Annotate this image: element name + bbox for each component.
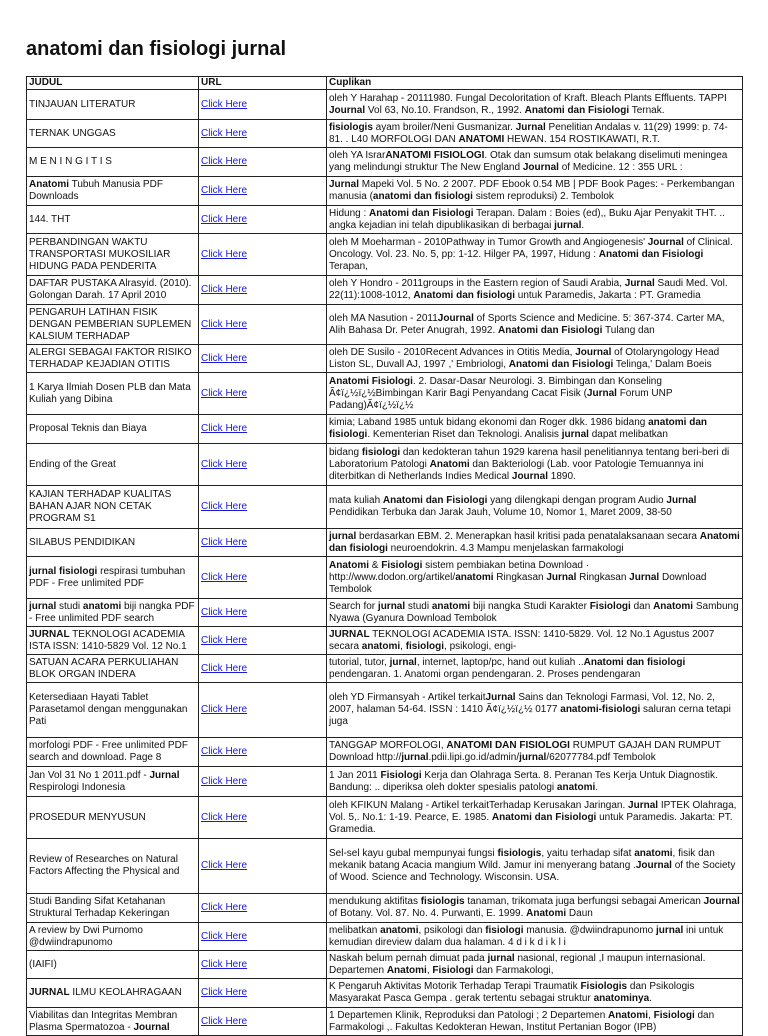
row-snippet: oleh MA Nasution - 2011Journal of Sports Science and Medicine. 5: 367-374. Carter MA, Alih Bahasa Dr. Peter Anugrah, 1992. Anatomi dan Fisiologi Tulang dan [327,305,743,345]
row-snippet: melibatkan anatomi, psikologi dan fisiologi manusia. @dwiindrapunomo jurnal ini untuk kemudian direview dalam dua halaman. 4 d i k d i k l i [327,923,743,951]
click-here-link[interactable]: Click Here [201,704,248,715]
table-row [27,1008,743,1036]
row-url-cell [199,345,327,373]
row-url-cell [199,486,327,529]
row-title: Proposal Teknis dan Biaya [27,415,199,444]
row-url-cell [199,839,327,894]
click-here-link[interactable]: Click Here [201,458,248,470]
row-title: KAJIAN TERHADAP KUALITAS BAHAN AJAR NON CETAK PROGRAM S1 [27,486,199,529]
row-snippet: JURNAL TEKNOLOGI ACADEMIA ISTA. ISSN: 1410-5829. Vol. 12 No.1 Agustus 2007 secara anatomi, fisiologi, psikologi, engi- [327,627,743,655]
row-snippet: mata kuliah Anatomi dan Fisiologi yang dilengkapi dengan program Audio Jurnal Pendidikan Terbuka dan Jarak Jauh, Volume 10, Nomor 1, Maret 2009, 38-50 [327,486,743,529]
row-url-cell [199,305,327,345]
row-url-cell [199,415,327,444]
row-snippet: bidang fisiologi dan kedokteran tahun 1929 karena hasil penelitiannya tentang beri-beri di Laboratorium Patologi Anatomi dan Bakteriologi (Lab. voor Patologie Temuannya ini diterbitkan di Netherlands Indies Medical Journal 1890. [327,444,743,486]
table-row [27,599,743,627]
table-row [27,177,743,206]
table-row [27,148,743,177]
row-url-cell [199,979,327,1008]
row-url-cell [199,1008,327,1036]
row-url-cell [199,148,327,177]
row-url-cell [199,177,327,206]
row-title: TERNAK UNGGAS [27,120,199,148]
table-row [27,627,743,655]
row-title: Ketersediaan Hayati Tablet Parasetamol dengan menggunakan Pati [27,683,199,738]
click-here-link[interactable]: Click Here [201,1015,248,1027]
table-row [27,234,743,276]
row-title: 1 Karya Ilmiah Dosen PLB dan Mata Kuliah yang Dibina [27,373,199,415]
row-url-cell [199,738,327,767]
table-row [27,979,743,1008]
row-title: DAFTAR PUSTAKA Alrasyid. (2010). Golongan Darah. 17 April 2010 [27,276,199,305]
click-here-link[interactable]: Click Here [201,387,248,399]
row-url-cell [199,444,327,486]
row-title: (IAIFI) [27,951,199,979]
row-snippet: Naskah belum pernah dimuat pada jurnal nasional, regional ,I maupun internasional. Departemen Anatomi, Fisiologi dan Farmakologi, [327,951,743,979]
click-here-link[interactable]: Click Here [201,811,248,823]
row-title: morfologi PDF - Free unlimited PDF search and download. Page 8 [27,738,199,767]
row-url-cell [199,276,327,305]
page-title: anatomi dan fisiologi jurnal [26,38,287,60]
row-snippet: oleh Y Harahap - 20111980. Fungal Decoloritation of Kraft. Bleach Plants Effluents. TAPPI Journal Vol 63, No.10. Frandson, R., 1992. Anatomi dan Fisiologi Ternak. [327,90,743,120]
row-url-cell [199,557,327,599]
row-snippet: Anatomi Fisiologi. 2. Dasar-Dasar Neurologi. 3. Bimbingan dan Konseling Ã¢ï¿½ï¿½Bimbingan Karir Bagi Penyandang Cacat Fisik (Jurnal Forum UNP Padang)Ã¢ï¿½ï¿½ [327,373,743,415]
row-title: SATUAN ACARA PERKULIAHAN BLOK ORGAN INDERA [27,655,199,683]
click-here-link[interactable]: Click Here [201,860,248,871]
journal-table [26,76,743,1036]
row-title: PROSEDUR MENYUSUN [27,797,199,839]
row-title: Review of Researches on Natural Factors Affecting the Physical and [27,839,199,894]
click-here-link[interactable]: Click Here [201,902,248,913]
row-snippet: Jurnal Mapeki Vol. 5 No. 2 2007. PDF Ebook 0.54 MB | PDF Book Pages: - Perkembangan manusia (anatomi dan fisiologi sistem reproduksi) 2. Tembolok [327,177,743,206]
click-here-link[interactable]: Click Here [201,423,248,434]
row-url-cell [199,951,327,979]
row-title: PENGARUH LATIHAN FISIK DENGAN PEMBERIAN SUPLEMEN KALSIUM TERHADAP [27,305,199,345]
table-row [27,839,743,894]
table-row [27,529,743,557]
click-here-link[interactable]: Click Here [201,248,248,260]
click-here-link[interactable]: Click Here [201,536,248,548]
row-url-cell [199,655,327,683]
click-here-link[interactable]: Click Here [201,501,248,512]
click-here-link[interactable]: Click Here [201,634,248,646]
row-snippet: Anatomi & Fisiologi sistem pembiakan betina Download · http://www.dodon.org/artikel/anatomi Ringkasan Jurnal Ringkasan Jurnal Download Tembolok [327,557,743,599]
row-title: jurnal studi anatomi biji nangka PDF - Free unlimited PDF search [27,599,199,627]
click-here-link[interactable]: Click Here [201,185,248,196]
click-here-link[interactable]: Click Here [201,318,248,330]
row-title: ALERGI SEBAGAI FAKTOR RISIKO TERHADAP KEJADIAN OTITIS [27,345,199,373]
row-url-cell [199,797,327,839]
click-here-link[interactable]: Click Here [201,662,248,674]
click-here-link[interactable]: Click Here [201,606,248,618]
table-row [27,683,743,738]
table-row [27,415,743,444]
click-here-link[interactable]: Click Here [201,213,248,225]
row-snippet: oleh Y Hondro - 2011groups in the Eastern region of Saudi Arabia, Jurnal Saudi Med. Vol. 22(11):1008-1012, Anatomi dan fisiologi untuk Paramedis, Jakarta : PT. Gramedia [327,276,743,305]
table-row [27,90,743,120]
row-title: jurnal fisiologi respirasi tumbuhan PDF - Free unlimited PDF [27,557,199,599]
row-url-cell [199,90,327,120]
row-snippet: oleh YA IsrarANATOMI FISIOLOGI. Otak dan sumsum otak belakang diselimuti meningea yang melindungi struktur The New England Journal of Medicine. 12 : 355 URL : [327,148,743,177]
table-body [27,90,743,1036]
row-snippet: jurnal berdasarkan EBM. 2. Menerapkan hasil kritisi pada penatalaksanaan secara Anatomi dan fisiologi neuroendokrin. 4.3 Mampu menjelaskan farmakologi [327,529,743,557]
row-url-cell [199,627,327,655]
click-here-link[interactable]: Click Here [201,775,248,787]
table-row [27,206,743,234]
row-url-cell [199,894,327,923]
row-url-cell [199,234,327,276]
click-here-link[interactable]: Click Here [201,571,248,583]
row-title: PERBANDINGAN WAKTU TRANSPORTASI MUKOSILIAR HIDUNG PADA PENDERITA [27,234,199,276]
table-header-row [27,77,743,90]
table-row [27,738,743,767]
table-row [27,655,743,683]
row-title: 144. THT [27,206,199,234]
table-row [27,373,743,415]
row-url-cell [199,120,327,148]
table-row [27,276,743,305]
table-row [27,767,743,797]
table-row [27,797,743,839]
row-snippet: oleh DE Susilo - 2010Recent Advances in Otitis Media, Journal of Otolaryngology Head Liston SL, Duvall AJ, 1997 ,' Embriologi, Anatomi dan Fisiologi Telinga,' Dalam Boeis [327,345,743,373]
click-here-link[interactable]: Click Here [201,284,248,295]
table-row [27,486,743,529]
row-title: Anatomi Tubuh Manusia PDF Downloads [27,177,199,206]
row-title: Ending of the Great [27,444,199,486]
table-row [27,345,743,373]
row-title: Studi Banding Sifat Ketahanan Struktural Terhadap Kekeringan [27,894,199,923]
header-url: URL [199,77,327,90]
click-here-link[interactable]: Click Here [201,958,248,970]
row-snippet: Search for jurnal studi anatomi biji nangka Studi Karakter Fisiologi dan Anatomi Sambung Nyawa (Gyanura Download Tembolok [327,599,743,627]
table-row [27,120,743,148]
row-url-cell [199,683,327,738]
row-snippet: mendukung aktifitas fisiologis tanaman, trikomata juga berfungsi sebagai American Journal of Botany. Vol. 87. No. 4. Purwanti, E. 1999. Anatomi Daun [327,894,743,923]
click-here-link[interactable]: Click Here [201,930,248,942]
row-snippet: TANGGAP MORFOLOGI, ANATOMI DAN FISIOLOGI RUMPUT GAJAH DAN RUMPUT Download http://jurnal.pdii.lipi.go.id/admin/jurnal/62077784.pdf Tembolok [327,738,743,767]
row-url-cell [199,767,327,797]
row-snippet: 1 Departemen Klinik, Reproduksi dan Patologi ; 2 Departemen Anatomi, Fisiologi dan Farmakologi ,. Fakultas Kedokteran Hewan, Institut Pertanian Bogor (IPB) [327,1008,743,1036]
table-row [27,951,743,979]
click-here-link[interactable]: Click Here [201,352,248,364]
row-snippet: tutorial, tutor, jurnal, internet, laptop/pc, hand out kuliah ..Anatomi dan fisiologi pendengaran. 1. Anatomi organ pendengaran. 2. Proses pendengaran [327,655,743,683]
row-url-cell [199,529,327,557]
row-title: Jan Vol 31 No 1 2011.pdf - Jurnal Respirologi Indonesia [27,767,199,797]
row-snippet: kimia; Laband 1985 untuk bidang ekonomi dan Roger dkk. 1986 bidang anatomi dan fisiologi. Kementerian Riset dan Teknologi. Analisis jurnal dapat melibatkan [327,415,743,444]
row-snippet: fisiologis ayam broiler/Neni Gusmanizar. Jurnal Penelitian Andalas v. 11(29) 1999: p. 74-81. . L40 MORFOLOGI DAN ANATOMI HEWAN. 154 ROSTIKAWATI, R.T. [327,120,743,148]
header-cuplikan: Cuplikan [327,77,743,90]
row-url-cell [199,923,327,951]
row-title: JURNAL TEKNOLOGI ACADEMIA ISTA ISSN: 1410-5829 Vol. 12 No.1 [27,627,199,655]
table-row [27,894,743,923]
row-title: SILABUS PENDIDIKAN [27,529,199,557]
table-row [27,923,743,951]
row-snippet: 1 Jan 2011 Fisiologi Kerja dan Olahraga Serta. 8. Peranan Tes Kerja Untuk Diagnostik. Bandung: .. diperiksa oleh dokter spesialis patologi anatomi. [327,767,743,797]
row-title: TINJAUAN LITERATUR [27,90,199,120]
row-snippet: Sel-sel kayu gubal mempunyai fungsi fisiologis, yaitu terhadap sifat anatomi, fisik dan mekanik batang Acacia mangium Wild. Jamur ini menyerang batang .Journal of the Society of Wood. Science and Technology. Wisconsin. USA. [327,839,743,894]
table-row [27,444,743,486]
click-here-link[interactable]: Click Here [201,98,248,110]
row-title: Viabilitas dan Integritas Membran Plasma Spermatozoa - Journal [27,1008,199,1036]
row-url-cell [199,206,327,234]
row-snippet: oleh M Moeharman - 2010Pathway in Tumor Growth and Angiogenesis' Journal of Clinical. Oncology. Vol. 23. No. 5, pp: 1-12. Hilger PA, 1997, Hidung : Anatomi dan Fisiologi Terapan, [327,234,743,276]
row-snippet: oleh KFIKUN Malang - Artikel terkaitTerhadap Kerusakan Jaringan. Jurnal IPTEK Olahraga, Vol. 5,. No.1: 1-19. Pearce, E. 1985. Anatomi dan Fisiologi untuk Paramedis. Jakarta: PT. Gramedia. [327,797,743,839]
click-here-link[interactable]: Click Here [201,987,248,998]
row-title: M E N I N G I T I S [27,148,199,177]
table-row [27,305,743,345]
header-judul: JUDUL [27,77,199,90]
row-snippet: Hidung : Anatomi dan Fisiologi Terapan. Dalam : Boies (ed),, Buku Ajar Penyakit THT. .. angka kejadian ini telah dipublikasikan di berbagai jurnal. [327,206,743,234]
click-here-link[interactable]: Click Here [201,156,248,167]
click-here-link[interactable]: Click Here [201,746,248,757]
row-url-cell [199,599,327,627]
row-snippet: oleh YD Firmansyah - Artikel terkaitJurnal Sains dan Teknologi Farmasi, Vol. 12, No. 2, 2007, halaman 54-64. ISSN : 1410 Ã¢ï¿½ï¿½ 0177 anatomi-fisiologi saluran cerna tetapi juga [327,683,743,738]
row-url-cell [199,373,327,415]
table-row [27,557,743,599]
row-title: JURNAL ILMU KEOLAHRAGAAN [27,979,199,1008]
row-snippet: K Pengaruh Aktivitas Motorik Terhadap Terapi Traumatik Fisiologis dan Psikologis Masyarakat Pasca Gempa . gerak tertentu sebagai struktur anatominya. [327,979,743,1008]
row-title: A review by Dwi Purnomo @dwiindrapunomo [27,923,199,951]
click-here-link[interactable]: Click Here [201,127,248,139]
